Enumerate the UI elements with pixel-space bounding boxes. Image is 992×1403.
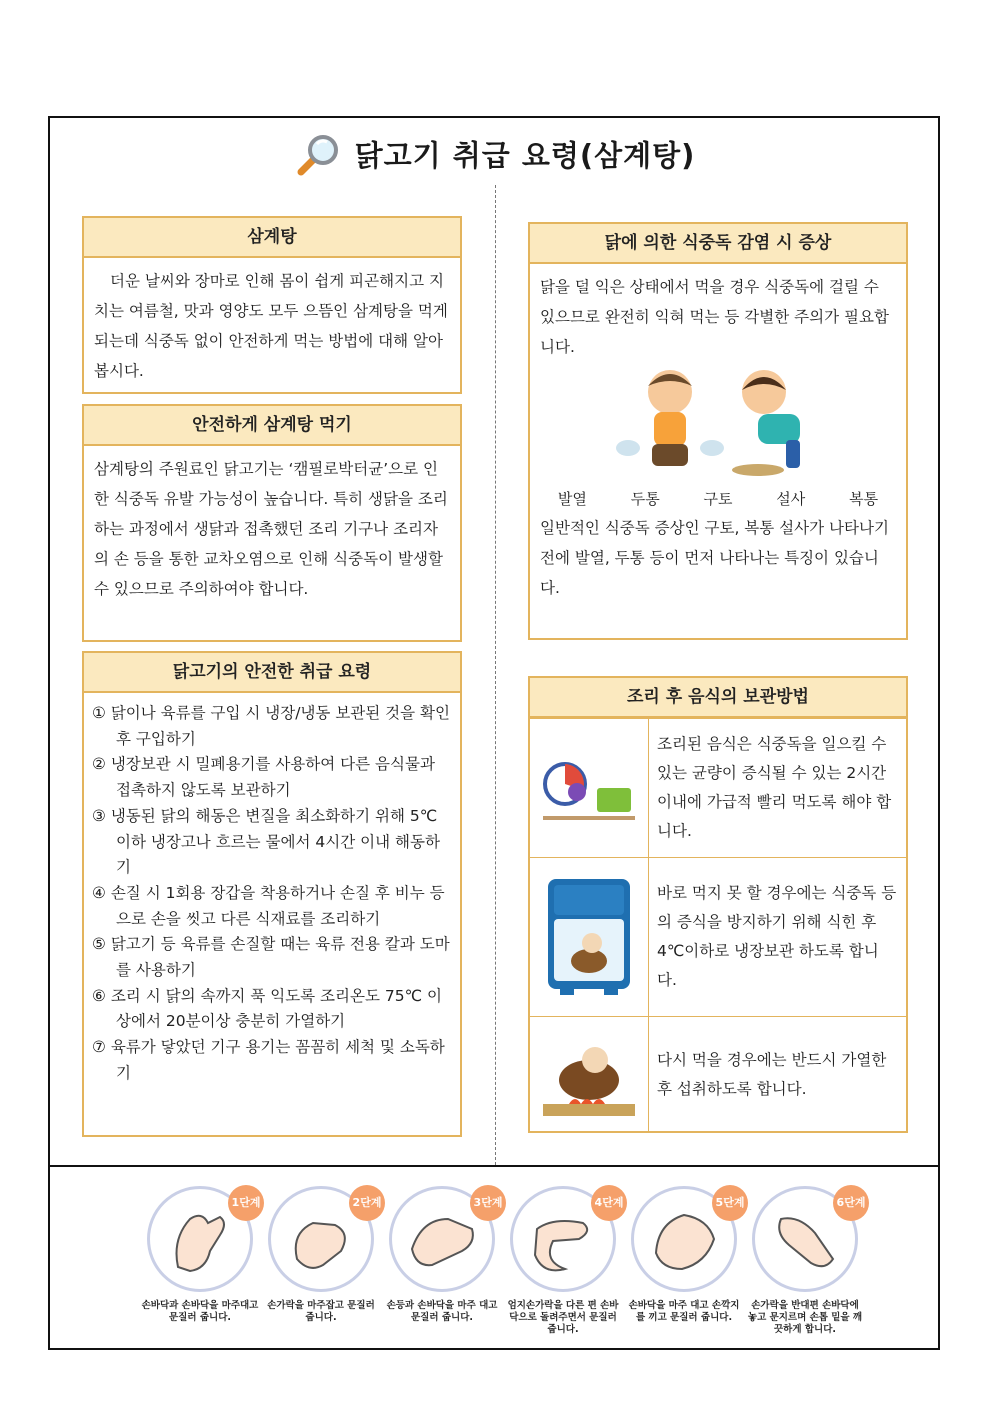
symptom-labels	[530, 488, 906, 509]
step-badge: 3단계	[470, 1185, 506, 1221]
page-title	[0, 132, 992, 183]
symptoms-intro: 닭을 덜 익은 상태에서 먹을 경우 식중독에 걸릴 수 있으므로 완전히 익혀 먹는 등 각별한 주의가 필요합니다.	[540, 278, 889, 356]
safe-eating-box	[82, 404, 462, 642]
hands-icon	[147, 1186, 261, 1292]
sick-children-illustration	[530, 362, 906, 482]
hands-icon	[631, 1186, 745, 1292]
handwash-step-2	[262, 1186, 380, 1324]
step-caption: 손바닥을 마주 대고 손깍지를 끼고 문질러 줍니다.	[628, 1300, 740, 1323]
storage-box	[528, 676, 908, 1133]
storage-text-2: 바로 먹지 못 할 경우에는 식중독 등의 증식을 방지하기 위해 식힌 후 4℃이하로 냉장보관 하도록 합니다.	[657, 884, 897, 989]
handwash-step-1	[141, 1186, 259, 1324]
symptom-label: 복통	[849, 490, 879, 508]
list-item: ② 냉장보관 시 밀폐용기를 사용하여 다른 음식물과 접촉하지 않도록 보관하기	[92, 755, 435, 800]
storage-heading: 조리 후 음식의 보관방법	[530, 678, 906, 718]
list-item: ⑥ 조리 시 닭의 속까지 푹 익도록 조리온도 75℃ 이상에서 20분이상 충분히 가열하기	[92, 986, 442, 1031]
hands-icon	[752, 1186, 866, 1292]
symptom-label: 구토	[703, 490, 733, 508]
symptoms-heading: 닭에 의한 식중독 감염 시 증상	[530, 224, 906, 264]
step-badge: 5단계	[712, 1185, 748, 1221]
pot-on-stove-icon	[530, 1017, 649, 1133]
step-caption: 손가락을 반대편 손바닥에 놓고 문지르며 손톱 밑을 깨끗하게 합니다.	[747, 1300, 863, 1335]
handwash-step-3	[383, 1186, 501, 1324]
symptom-label: 발열	[557, 490, 587, 508]
handwash-step-5	[625, 1186, 743, 1324]
storage-text-1: 조리된 음식은 식중독을 일으킬 수 있는 균량이 증식될 수 있는 2시간 이내에 가급적 빨리 먹도록 해야 합니다.	[657, 735, 892, 840]
handwash-step-4	[504, 1186, 622, 1336]
handling-list	[84, 693, 460, 1087]
storage-row	[530, 857, 906, 1016]
list-item: ⑦ 육류가 닿았던 기구 용기는 꼼꼼히 세척 및 소독하기	[92, 1038, 445, 1082]
symptom-label: 두통	[630, 490, 660, 508]
symptoms-outro: 일반적인 식중독 증상인 구토, 복통 설사가 나타나기 전에 발열, 두통 등이 먼저 나타나는 특징이 있습니다.	[540, 519, 889, 597]
storage-row	[530, 1016, 906, 1133]
page-title-text: 닭고기 취급 요령(삼계탕)	[354, 138, 696, 173]
step-badge: 1단계	[228, 1185, 264, 1221]
step-caption: 엄지손가락을 다른 편 손바닥으로 돌려주면서 문질러 줍니다.	[507, 1300, 619, 1335]
symptom-label: 설사	[776, 490, 806, 508]
list-item: ④ 손질 시 1회용 장갑을 착용하거나 손질 후 비누 등으로 손을 씻고 다른 식재료를 조리하기	[92, 883, 445, 928]
storage-row	[530, 718, 906, 857]
step-badge: 6단계	[833, 1185, 869, 1221]
refrigerator-icon	[530, 858, 649, 1016]
hands-icon	[389, 1186, 503, 1292]
safe-eating-text: 삼계탕의 주원료인 닭고기는 ‘캠필로박터균’으로 인한 식중독 유발 가능성이 높습니다. 특히 생닭을 조리하는 과정에서 생닭과 접촉했던 조리 기구나 조리자의 손 등을 통한 교차오염으로 인해 식중독이 발생할 수 있으므로 주의하여야 합니다.	[94, 460, 448, 598]
magnifier-icon	[297, 132, 341, 183]
section-divider	[48, 1165, 940, 1167]
list-item: ⑤ 닭고기 등 육류를 손질할 때는 육류 전용 칼과 도마를 사용하기	[92, 935, 450, 980]
samgyetang-heading: 삼계탕	[84, 218, 460, 258]
samgyetang-box	[82, 216, 462, 394]
list-item: ③ 냉동된 닭의 해동은 변질을 최소화하기 위해 5℃이하 냉장고나 흐르는 물에서 4시간 이내 해동하기	[92, 806, 440, 877]
clock-germ-icon	[530, 719, 649, 857]
handwash-step-6	[746, 1186, 864, 1336]
handling-box	[82, 651, 462, 1137]
storage-text-3: 다시 먹을 경우에는 반드시 가열한 후 섭취하도록 합니다.	[657, 1051, 887, 1098]
hands-icon	[510, 1186, 624, 1292]
hands-icon	[268, 1186, 382, 1292]
step-badge: 4단계	[591, 1185, 627, 1221]
safe-eating-heading: 안전하게 삼계탕 먹기	[84, 406, 460, 446]
samgyetang-text: 더운 날씨와 장마로 인해 몸이 쉽게 피곤해지고 지치는 여름철, 맛과 영양도 모두 으뜸인 삼계탕을 먹게 되는데 식중독 없이 안전하게 먹는 방법에 대해 알아봅시다.	[94, 272, 448, 380]
step-caption: 손등과 손바닥을 마주 대고 문질러 줍니다.	[386, 1300, 498, 1323]
step-caption: 손바닥과 손바닥을 마주대고 문질러 줍니다.	[141, 1300, 259, 1323]
column-divider	[495, 185, 496, 1165]
step-badge: 2단계	[349, 1185, 385, 1221]
handling-heading: 닭고기의 안전한 취급 요령	[84, 653, 460, 693]
symptoms-box	[528, 222, 908, 640]
list-item: ① 닭이나 육류를 구입 시 냉장/냉동 보관된 것을 확인 후 구입하기	[92, 704, 450, 748]
step-caption: 손가락을 마주잡고 문질러 줍니다.	[267, 1300, 375, 1323]
